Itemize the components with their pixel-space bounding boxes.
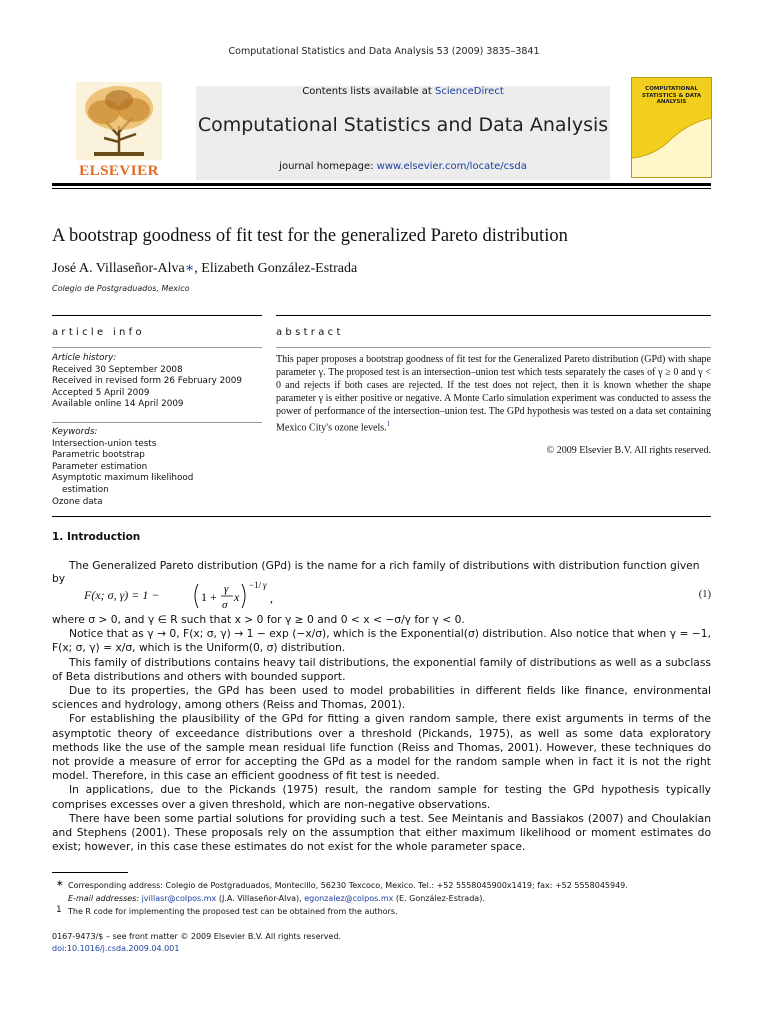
email-label: E-mail addresses: [68, 893, 140, 903]
email-link[interactable]: jvillasr@colpos.mx [141, 893, 217, 903]
abstract-rule [276, 315, 711, 316]
footnote-text: Corresponding address: Colegio de Postgraduados, Montecillo, 56230 Texcoco, Mexico. Tel.: +52 5558045900x1419; fax: +52 5558045949. [68, 881, 628, 890]
article-history [52, 353, 262, 411]
article-info-underline [52, 347, 262, 348]
abstract-body: This paper proposes a bootstrap goodness of fit test for the Generalized Pareto distribution (GPd) with shape parameter γ. The proposed test is an intersection–union test which tests separately the cases of γ ≥ 0 and γ < 0 and rejects if both cases are rejected. If the test does not reject, then it is known whether the shape parameter γ is either positive or negative. A Monte Carlo simulation experiment was conducted to assess the power of performance of the intersection–union test. The GPd hypothesis was tested on a data set containing Mexico City's ozone levels. [276, 354, 711, 434]
intro-first-paragraph: The Generalized Pareto distribution (GPd) is the name for a rich family of distributions with distribution function given by [52, 559, 700, 585]
equation-lhs: F(x; σ, γ) = 1 − [84, 588, 160, 602]
email-owner: (E. González-Estrada). [393, 893, 485, 903]
journal-reference: Computational Statistics and Data Analysis 53 (2009) 3835–3841 [228, 46, 540, 57]
footnote-rule [52, 872, 128, 873]
abstract-underline [276, 347, 711, 348]
abstract-bottom-rule [52, 516, 711, 517]
article-info-rule [52, 315, 262, 316]
introduction-body [52, 613, 711, 854]
journal-cover-thumbnail [631, 77, 712, 178]
paragraph: For establishing the plausibility of the GPd for fitting a given random sample, there exist arguments in terms of the asymptotic theory of exceedance distributions over a threshold (Pickands, 1975), as well as some data exploratory methods like the use of the sample mean residual life function (Reiss and Thomas, 2001). However, these techniques do not provide a measure of error for accepting the GPd as a model for the random sample when in fact it is not the right model. Therefore, in this case an efficient goodness of fit test is needed. [52, 712, 711, 783]
keyword-item: Intersection-union tests [52, 438, 157, 449]
svg-text:x: x [234, 590, 240, 604]
svg-text:γ: γ [224, 583, 229, 595]
footnote-code [52, 906, 711, 919]
publisher-name: ELSEVIER [79, 163, 159, 179]
keyword-item: estimation [62, 484, 109, 495]
paragraph: where σ > 0, and γ ∈ R such that x > 0 for γ ≥ 0 and 0 < x < −σ/γ for γ < 0. [52, 613, 465, 626]
footnotes [52, 880, 711, 918]
affiliation: Colegio de Postgraduados, Mexico [52, 284, 190, 293]
author-line [52, 260, 357, 277]
paragraph: Due to its properties, the GPd has been used to model probabilities in different fields like finance, environmental sciences and hydrology, among others (Reiss and Thomas, 2001). [52, 684, 711, 712]
author-separator: , [194, 261, 202, 276]
section-heading: 1. Introduction [52, 531, 141, 543]
history-item: Accepted 5 April 2009 [52, 387, 150, 398]
homepage-line [196, 161, 610, 172]
history-item: Received in revised form 26 February 2009 [52, 376, 242, 387]
svg-text:γ: γ [263, 580, 267, 590]
journal-title: Computational Statistics and Data Analysis [197, 114, 609, 136]
svg-text:,: , [270, 591, 273, 605]
keyword-item: Parametric bootstrap [52, 450, 145, 461]
footnote-corresponding [52, 880, 711, 893]
history-item: Available online 14 April 2009 [52, 399, 184, 410]
header-rule-thin [52, 188, 711, 189]
svg-text:σ: σ [222, 599, 228, 611]
keyword-item: Ozone data [52, 496, 103, 507]
equation-number: (1) [698, 589, 711, 600]
svg-text:1 +: 1 + [201, 590, 217, 604]
history-item: Received 30 September 2008 [52, 364, 183, 375]
keyword-item: Asymptotic maximum likelihood [52, 473, 194, 484]
article-info-heading: article info [52, 327, 145, 338]
contents-prefix: Contents lists available at [302, 86, 436, 97]
footnote-mark: 1 [56, 904, 62, 915]
equation-rhs-formula [192, 578, 282, 614]
paragraph: In applications, due to the Pickands (1975) result, the random sample for testing the GPd hypothesis typically comprises excesses over a given threshold, which are non-negative observations. [52, 783, 711, 811]
paragraph: There have been some partial solutions for providing such a test. See Meintanis and Bassiakos (2007) and Choulakian and Stephens (2001). These proposals rely on the assumption that either maximum likelihood or moment estimates do exist; however, in this case these estimates do not exist for the whole parameter space. [52, 811, 711, 854]
footnote-mark: ∗ [56, 879, 64, 889]
email-owner: (J.A. Villaseñor-Alva), [216, 893, 305, 903]
issn-line: 0167-9473/$ – see front matter © 2009 Elsevier B.V. All rights reserved. [52, 932, 342, 941]
abstract-heading: abstract [276, 327, 344, 338]
keywords [52, 427, 262, 508]
author-name: Elizabeth González-Estrada [201, 261, 358, 276]
history-label: Article history: [52, 353, 117, 363]
paragraph: Notice that as γ → 0, F(x; σ, γ) → 1 − exp (−x/σ), which is the Exponential(σ) distribution. Also notice that when γ = −1, F(x; σ, γ) = x/σ, which is the Uniform(0, σ) distribution. [52, 627, 711, 655]
cover-art-icon [632, 108, 711, 177]
bottom-meta [52, 931, 341, 955]
paper-title: A bootstrap goodness of fit test for the generalized Pareto distribution [52, 226, 568, 246]
sciencedirect-link[interactable]: ScienceDirect [435, 86, 504, 97]
keywords-label: Keywords: [52, 427, 98, 437]
footnote-emails [52, 893, 711, 906]
abstract-text [276, 353, 711, 434]
footnote-text: The R code for implementing the proposed test can be obtained from the authors. [68, 906, 398, 916]
equation-1 [70, 578, 711, 614]
history-divider [52, 422, 262, 423]
header-rule-thick [52, 183, 711, 186]
email-link[interactable]: egonzalez@colpos.mx [304, 893, 394, 903]
homepage-prefix: journal homepage: [279, 161, 377, 172]
journal-homepage-link[interactable]: www.elsevier.com/locate/csda [376, 161, 527, 172]
abstract-copyright: © 2009 Elsevier B.V. All rights reserved. [546, 445, 711, 456]
svg-text:−1/: −1/ [249, 580, 262, 590]
doi-link[interactable]: doi:10.1016/j.csda.2009.04.001 [52, 944, 180, 953]
author-name: José A. Villaseñor-Alva [52, 261, 185, 276]
corresponding-author-mark[interactable]: ∗ [184, 261, 195, 276]
contents-line [196, 86, 610, 97]
keyword-item: Parameter estimation [52, 461, 148, 472]
paragraph: This family of distributions contains heavy tail distributions, the exponential family of distributions as well as a subclass of Beta distributions and others with bounded support. [52, 655, 711, 683]
footnote-mark[interactable]: 1 [386, 420, 391, 428]
cover-title: COMPUTATIONAL STATISTICS & DATA ANALYSIS [641, 86, 702, 105]
